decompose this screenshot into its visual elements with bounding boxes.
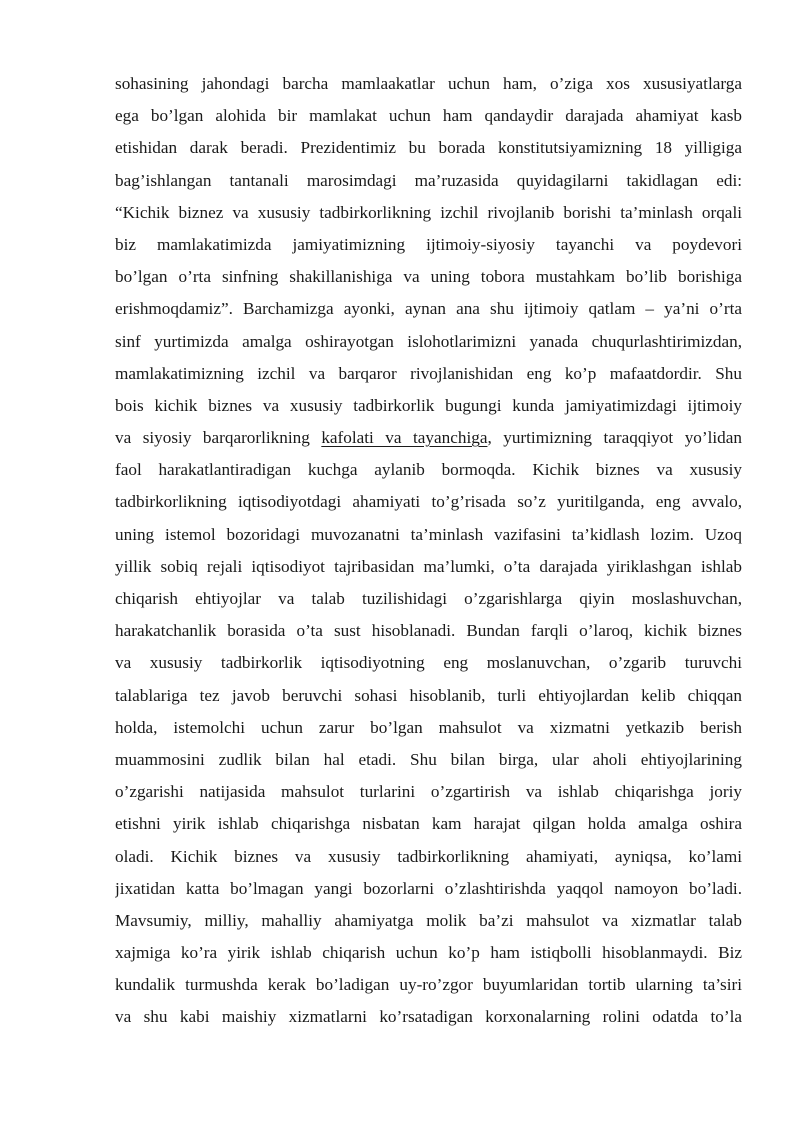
text-line: holda, istemolchi uchun zarur bo’lgan mahsulot va xizmatni yetkazib berish: [115, 717, 742, 737]
text-line: Mavsumiy, milliy, mahalliy ahamiyatga molik ba’zi mahsulot va xizmatlar talab: [115, 910, 742, 930]
text-line: uning istemol bozoridagi muvozanatni ta’minlash vazifasini ta’kidlash lozim. Uzoq: [115, 524, 742, 544]
text-line: bo’lgan o’rta sinfning shakillanishiga va uning tobora mustahkam bo’lib borishiga: [115, 267, 742, 287]
text-line: biz mamlakatimizda jamiyatimizning ijtimoiy-siyosiy tayanchi va poydevori: [115, 234, 742, 254]
text-line: faol harakatlantiradigan kuchga aylanib bormoqda. Kichik biznes va xususiy: [115, 460, 742, 480]
text-line: sinf yurtimizda amalga oshirayotgan islohotlarimizni yanada chuqurlashtirimizdan,: [115, 331, 742, 351]
text-line: kundalik turmushda kerak bo’ladigan uy-ro’zgor buyumlaridan tortib ularning ta’siri: [115, 975, 742, 995]
text-line: o’zgarishi natijasida mahsulot turlarini o’zgartirish va ishlab chiqarishga joriy: [115, 782, 742, 802]
text-line: etishidan darak beradi. Prezidentimiz bu borada konstitutsiyamizning 18 yilligiga: [115, 138, 742, 158]
text-line: tadbirkorlikning iqtisodiyotdagi ahamiyati to’g’risada so’z yuritilganda, eng avvalo,: [115, 492, 742, 512]
text-line: bois kichik biznes va xususiy tadbirkorlik bugungi kunda jamiyatimizdagi ijtimoiy: [115, 395, 742, 415]
text-segment: va siyosiy barqarorlikning: [115, 428, 322, 448]
text-line: muammosini zudlik bilan hal etadi. Shu bilan birga, ular aholi ehtiyojlarining: [115, 749, 742, 769]
text-segment: , yurtimizning taraqqiyot yo’lidan: [487, 428, 742, 448]
text-line: erishmoqdamiz”. Barchamizga ayonki, aynan ana shu ijtimoiy qatlam – ya’ni o’rta: [115, 299, 742, 319]
text-line-with-link: [115, 422, 742, 454]
text-line: xajmiga ko’ra yirik ishlab chiqarish uchun ko’p ham istiqbolli hisoblanmaydi. Biz: [115, 943, 742, 963]
text-line: harakatchanlik borasida o’ta sust hisoblanadi. Bundan farqli o’laroq, kichik biznes: [115, 621, 742, 641]
text-line: va xususiy tadbirkorlik iqtisodiyotning eng moslanuvchan, o’zgarib turuvchi: [115, 653, 742, 673]
document-page: [115, 68, 742, 1034]
text-line: “Kichik biznez va xususiy tadbirkorlikning izchil rivojlanib borishi ta’minlash orqali: [115, 202, 742, 222]
text-line: etishni yirik ishlab chiqarishga nisbatan kam harajat qilgan holda amalga oshira: [115, 814, 742, 834]
text-line: chiqarish ehtiyojlar va talab tuzilishidagi o’zgarishlarga qiyin moslashuvchan,: [115, 589, 742, 608]
text-line: sohasining jahondagi barcha mamlaakatlar uchun ham, o’ziga xos xususiyatlarga: [115, 74, 742, 93]
text-line: talablariga tez javob beruvchi sohasi hisoblanib, turli ehtiyojlardan kelib chiqqan: [115, 685, 742, 705]
text-line: yillik sobiq rejali iqtisodiyot tajribasidan ma’lumki, o’ta darajada yiriklashgan ishlab: [115, 556, 742, 576]
underlined-link[interactable]: kafolati va tayanchiga: [321, 428, 488, 448]
text-line: va shu kabi maishiy xizmatlarni ko’rsatadigan korxonalarning rolini odatda to’la: [115, 1007, 742, 1027]
text-line: oladi. Kichik biznes va xususiy tadbirkorlikning ahamiyati, ayniqsa, ko’lami: [115, 846, 742, 866]
text-line: jixatidan katta bo’lmagan yangi bozorlarni o’zlashtirishda yaqqol namoyon bo’ladi.: [115, 878, 742, 898]
text-line: ega bo’lgan alohida bir mamlakat uchun ham qandaydir darajada ahamiyat kasb: [115, 106, 742, 126]
text-line: mamlakatimizning izchil va barqaror rivojlanishidan eng ko’p mafaatdordir. Shu: [115, 363, 742, 383]
text-line: bag’ishlangan tantanali marosimdagi ma’ruzasida quyidagilarni takidlagan edi:: [115, 170, 742, 190]
